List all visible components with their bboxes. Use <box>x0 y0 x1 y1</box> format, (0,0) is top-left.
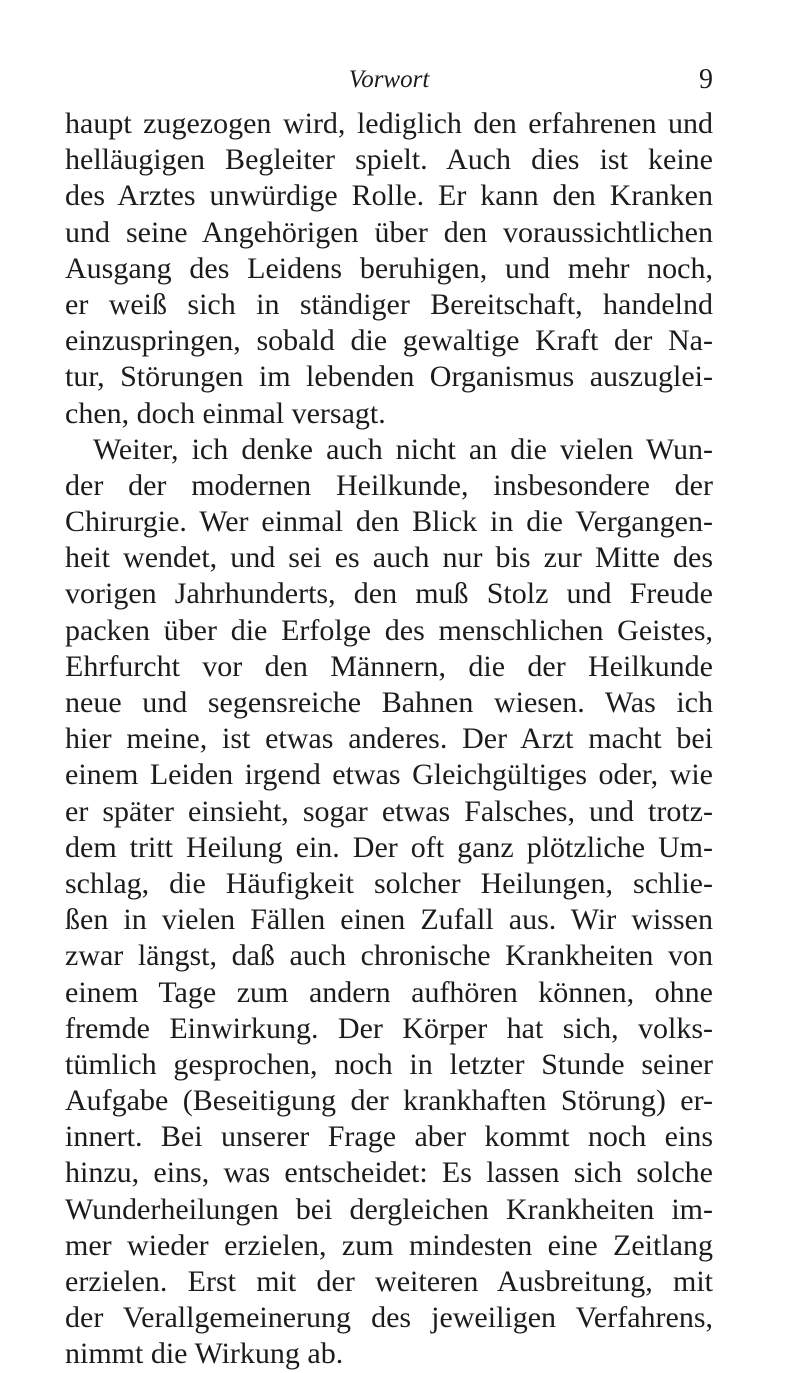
text-line: tümlich gesprochen, noch in letzter Stunde seiner <box>65 1047 713 1081</box>
text-line: hier meine, ist etwas anderes. Der Arzt macht bei <box>65 722 713 756</box>
text-line: hinzu, eins, was entscheidet: Es lassen sich solche <box>65 1156 713 1190</box>
text-line: zwar längst, daß auch chronische Krankheiten von <box>65 939 713 973</box>
text-line: er später einsieht, sogar etwas Falsches, und trotz- <box>65 794 713 828</box>
text-line: heit wendet, und sei es auch nur bis zur Mitte des <box>65 541 713 575</box>
text-line: einem Tage zum andern aufhören können, ohne <box>65 975 713 1009</box>
text-line: Aufgabe (Beseitigung der krankhaften Störung) er- <box>65 1084 713 1118</box>
text-line: einzuspringen, sobald die gewaltige Kraft der Na- <box>65 324 713 358</box>
page-number: 9 <box>699 64 713 95</box>
text-line: ßen in vielen Fällen einen Zufall aus. Wir wissen <box>65 903 713 937</box>
text-line: tur, Störungen im lebenden Organismus auszuglei- <box>65 360 713 394</box>
text-line: einem Leiden irgend etwas Gleichgültiges oder, wie <box>65 758 713 792</box>
text-line: innert. Bei unserer Frage aber kommt noch eins <box>65 1120 713 1154</box>
body-text <box>65 106 713 1373</box>
text-line: Weiter, ich denke auch nicht an die vielen Wun- <box>93 432 713 466</box>
text-line: packen über die Erfolge des menschlichen Geistes, <box>65 613 713 647</box>
text-line: Ausgang des Leidens beruhigen, und mehr noch, <box>65 251 713 285</box>
text-line: dem tritt Heilung ein. Der oft ganz plötzliche Um- <box>65 830 713 864</box>
text-line: helläugigen Begleiter spielt. Auch dies ist keine <box>65 143 713 177</box>
text-line: chen, doch einmal versagt. <box>65 396 386 430</box>
text-line: er weiß sich in ständiger Bereitschaft, handelnd <box>65 287 713 321</box>
text-line: des Arztes unwürdige Rolle. Er kann den Kranken <box>65 179 713 213</box>
running-title: Vorwort <box>348 66 430 93</box>
text-line: haupt zugezogen wird, lediglich den erfahrenen und <box>65 107 713 140</box>
text-line: Wunderheilungen bei dergleichen Krankheiten im- <box>65 1192 713 1226</box>
text-line: Ehrfurcht vor den Männern, die der Heilkunde <box>65 649 713 683</box>
text-line: vorigen Jahrhunderts, den muß Stolz und Freude <box>65 577 713 611</box>
running-head <box>65 60 713 100</box>
text-line: nimmt die Wirkung ab. <box>65 1337 344 1371</box>
text-line: der Verallgemeinerung des jeweiligen Verfahrens, <box>65 1301 713 1335</box>
text-line: mer wieder erzielen, zum mindesten eine Zeitlang <box>65 1228 713 1262</box>
text-line: erzielen. Erst mit der weiteren Ausbreitung, mit <box>65 1265 713 1298</box>
text-line: neue und segensreiche Bahnen wiesen. Was ich <box>65 686 713 719</box>
text-line: schlag, die Häufigkeit solcher Heilungen, schlie- <box>65 866 713 900</box>
text-line: der der modernen Heilkunde, insbesondere der <box>65 468 713 502</box>
text-line: fremde Einwirkung. Der Körper hat sich, volks- <box>65 1011 713 1045</box>
text-line: Chirurgie. Wer einmal den Blick in die Vergangen- <box>65 505 713 539</box>
text-line: und seine Angehörigen über den voraussichtlichen <box>65 215 713 249</box>
